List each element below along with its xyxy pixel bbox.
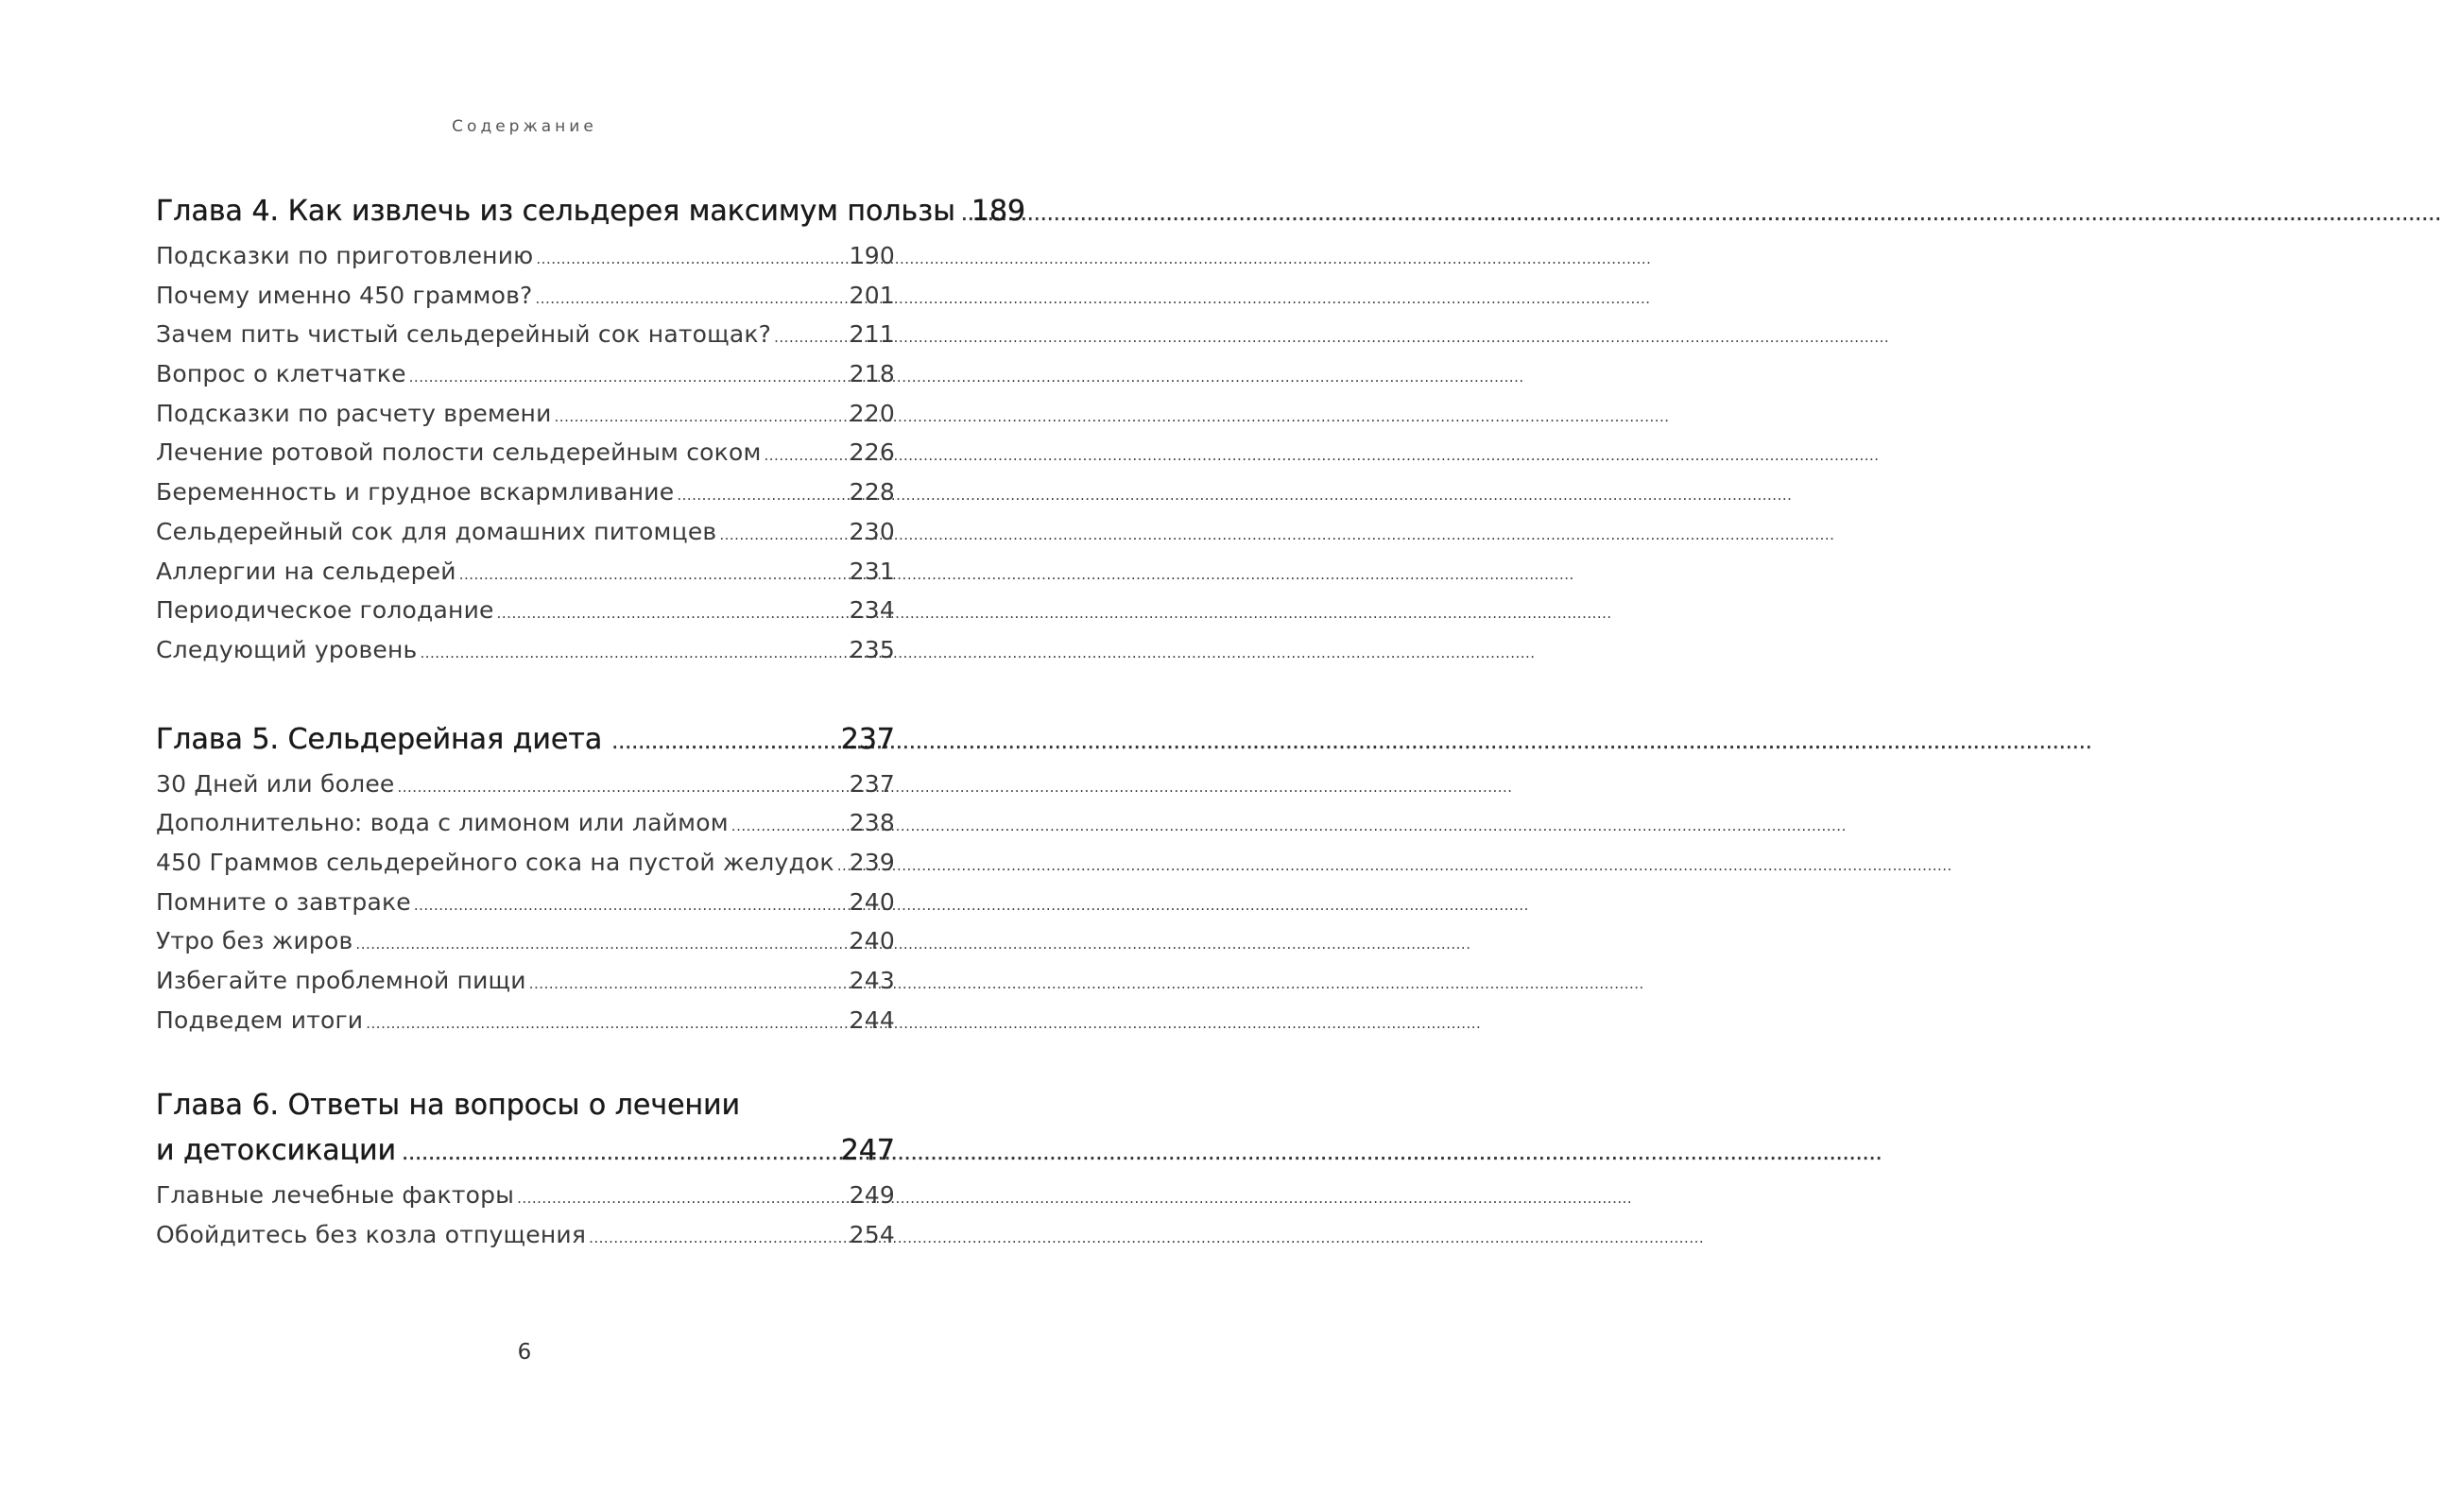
entry-page-number: 238 xyxy=(849,809,895,837)
toc-entry[interactable] xyxy=(156,591,895,630)
toc-entry[interactable] xyxy=(156,394,895,434)
entry-title: Помните о завтраке xyxy=(156,887,411,916)
chapter-title: Глава 5. Сельдерейная диета xyxy=(156,722,603,756)
entry-title: Лечение ротовой полости сельдерейным соком xyxy=(156,438,762,467)
entry-title: Сельдерейный сок для домашних питомцев xyxy=(156,517,717,545)
dot-leader xyxy=(961,190,969,239)
entry-page-number: 240 xyxy=(849,927,895,955)
dot-leader xyxy=(366,1005,846,1044)
chapter-page-number: 247 xyxy=(840,1134,895,1168)
chapter-heading[interactable] xyxy=(156,1126,895,1176)
chapter-4 xyxy=(156,187,1026,670)
entry-page-number: 237 xyxy=(849,769,895,798)
toc-entry[interactable] xyxy=(156,883,895,922)
chapter-entries xyxy=(156,1176,895,1254)
entry-page-number: 231 xyxy=(849,557,895,585)
entry-title: Подсказки по приготовлению xyxy=(156,242,534,269)
toc-entry[interactable] xyxy=(156,315,895,354)
entry-page-number: 240 xyxy=(849,887,895,916)
toc-entry[interactable] xyxy=(156,1215,895,1255)
toc-entry[interactable] xyxy=(156,433,895,472)
chapter-title-line-1[interactable]: Глава 6. Ответы на вопросы о лечении xyxy=(156,1089,741,1123)
toc-entry[interactable] xyxy=(156,1176,895,1215)
toc-entry[interactable] xyxy=(156,630,895,670)
entry-title: Следующий уровень xyxy=(156,635,418,663)
dot-leader xyxy=(719,516,846,556)
dot-leader xyxy=(355,925,846,965)
chapter-entries xyxy=(156,765,895,1040)
dot-leader xyxy=(398,768,847,808)
chapter-heading[interactable] xyxy=(156,187,1026,236)
toc-entry[interactable] xyxy=(156,236,895,276)
toc-entry[interactable] xyxy=(156,552,895,592)
dot-leader xyxy=(555,398,847,438)
entry-title: Периодическое голодание xyxy=(156,596,494,625)
entry-title: Вопрос о клетчатке xyxy=(156,360,406,388)
entry-page-number: 254 xyxy=(849,1221,895,1249)
page-number: 6 xyxy=(517,1340,532,1365)
entry-page-number: 244 xyxy=(849,1005,895,1034)
entry-page-number: 220 xyxy=(849,399,895,427)
dot-leader xyxy=(611,718,838,767)
entry-page-number: 218 xyxy=(849,360,895,388)
toc-entry[interactable] xyxy=(156,276,895,316)
chapter-page-number: 189 xyxy=(971,195,1026,228)
entry-page-number: 211 xyxy=(849,320,895,349)
entry-title: Почему именно 450 граммов? xyxy=(156,281,533,309)
chapter-title-line-2: и детоксикации xyxy=(156,1134,397,1168)
entry-page-number: 226 xyxy=(849,438,895,467)
dot-leader xyxy=(459,556,847,595)
dot-leader xyxy=(731,807,847,847)
dot-leader xyxy=(497,594,847,634)
toc-entry[interactable] xyxy=(156,765,895,804)
toc-entry[interactable] xyxy=(156,1001,895,1040)
entry-page-number: 235 xyxy=(849,635,895,663)
entry-title: Обойдитесь без козла отпущения xyxy=(156,1221,587,1249)
chapter-title: Глава 4. Как извлечь из сельдерея максимум пользы xyxy=(156,195,955,228)
dot-leader xyxy=(535,280,846,319)
entry-page-number: 201 xyxy=(849,281,895,309)
entry-title: Подсказки по расчету времени xyxy=(156,399,552,427)
entry-title: Беременность и грудное вскармливание xyxy=(156,478,675,507)
running-head: Содержание xyxy=(452,117,597,136)
entry-title: Аллергии на сельдерей xyxy=(156,557,456,585)
dot-leader xyxy=(774,318,847,358)
dot-leader xyxy=(529,965,847,1005)
dot-leader xyxy=(420,634,846,674)
toc-entry[interactable] xyxy=(156,843,895,883)
toc-entry[interactable] xyxy=(156,472,895,512)
toc-entry[interactable] xyxy=(156,803,895,843)
entry-title: Подведем итоги xyxy=(156,1005,364,1034)
dot-leader xyxy=(517,1179,847,1219)
entry-page-number: 190 xyxy=(849,242,895,269)
dot-leader xyxy=(765,437,847,476)
entry-page-number: 249 xyxy=(849,1181,895,1210)
chapter-5 xyxy=(156,715,895,1040)
entry-page-number: 239 xyxy=(849,848,895,876)
entry-title: Избегайте проблемной пищи xyxy=(156,967,526,994)
dot-leader xyxy=(402,1129,838,1178)
entry-title: Дополнительно: вода с лимоном или лаймом xyxy=(156,809,729,837)
toc-entry[interactable] xyxy=(156,921,895,961)
toc-entry[interactable] xyxy=(156,512,895,552)
entry-title: 450 Граммов сельдерейного сока на пустой желудок xyxy=(156,848,834,876)
chapter-page-number: 237 xyxy=(840,722,895,756)
dot-leader xyxy=(677,476,846,516)
table-of-contents xyxy=(156,187,1026,1300)
entry-page-number: 228 xyxy=(849,478,895,507)
entry-title: Зачем пить чистый сельдерейный сок натощак? xyxy=(156,320,772,349)
entry-page-number: 243 xyxy=(849,967,895,994)
dot-leader xyxy=(414,886,847,926)
entry-page-number: 234 xyxy=(849,596,895,625)
dot-leader xyxy=(536,240,846,280)
chapter-6 xyxy=(156,1085,895,1254)
chapter-heading[interactable] xyxy=(156,715,895,765)
toc-entry[interactable] xyxy=(156,354,895,394)
chapter-entries xyxy=(156,236,895,670)
dot-leader xyxy=(837,847,847,886)
entry-title: 30 Дней или более xyxy=(156,769,395,798)
entry-title: Утро без жиров xyxy=(156,927,353,955)
dot-leader xyxy=(409,358,847,398)
entry-page-number: 230 xyxy=(849,517,895,545)
book-page xyxy=(0,0,1030,1512)
dot-leader xyxy=(589,1219,847,1259)
toc-entry[interactable] xyxy=(156,961,895,1001)
entry-title: Главные лечебные факторы xyxy=(156,1181,515,1210)
